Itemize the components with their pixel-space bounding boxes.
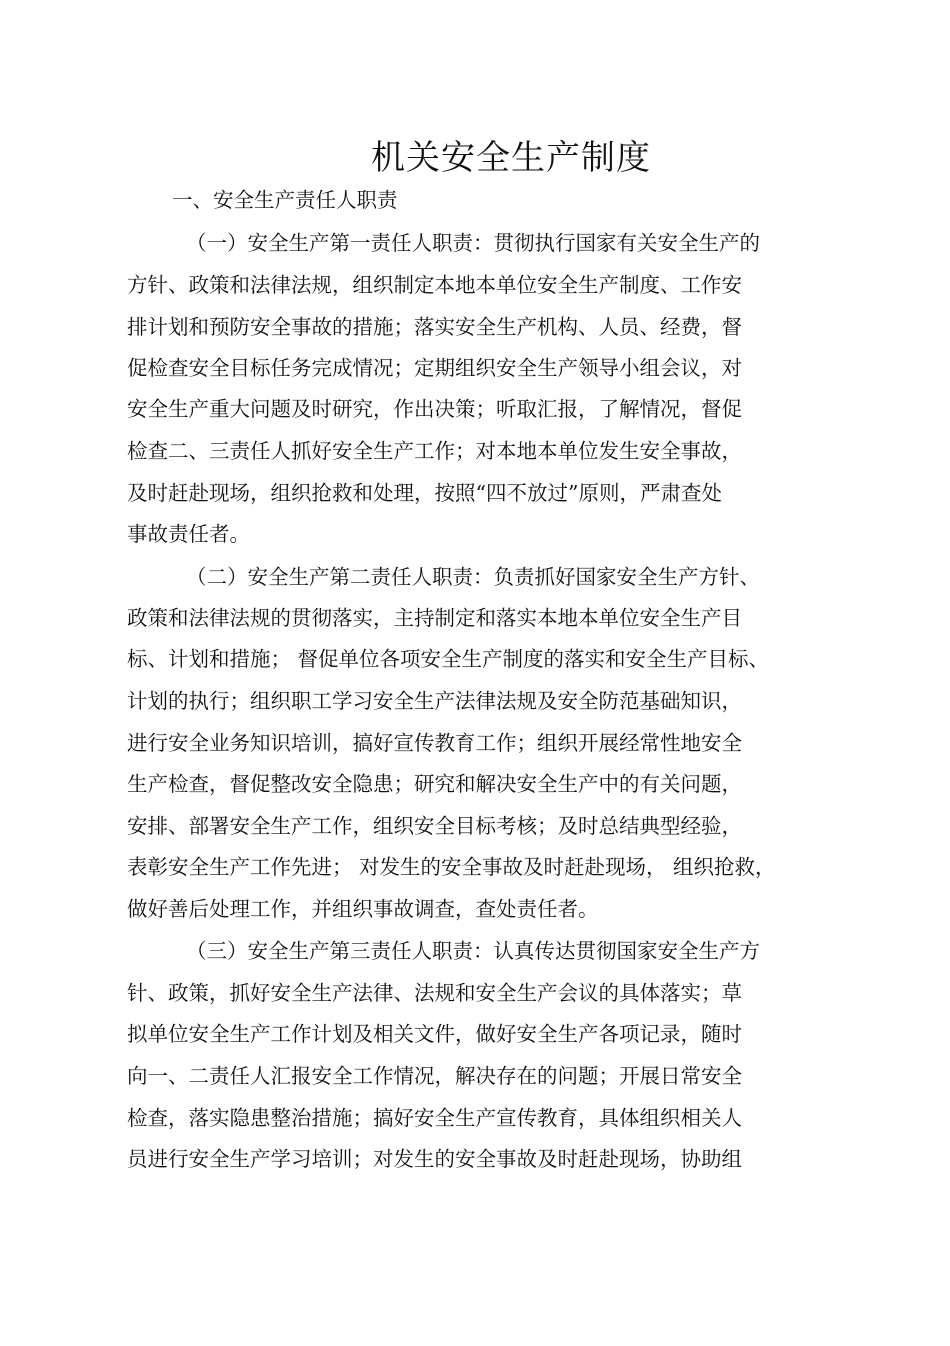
paragraph-line: 安全生产重大问题及时研究，作出决策；听取汇报，了解情况，督促 bbox=[127, 397, 742, 421]
paragraph-line: 事故责任者。 bbox=[127, 522, 250, 546]
paragraph-line: 员进行安全生产学习培训；对发生的安全事故及时赶赴现场，协助组 bbox=[127, 1147, 742, 1171]
paragraph-line: 做好善后处理工作，并组织事故调查，查处责任者。 bbox=[127, 897, 599, 921]
paragraph-line: 安排、部署安全生产工作，组织安全目标考核；及时总结典型经验， bbox=[127, 814, 742, 838]
paragraph-line: 排计划和预防安全事故的措施；落实安全生产机构、人员、经费，督 bbox=[127, 315, 742, 339]
paragraph-line: （一）安全生产第一责任人职责：贯彻执行国家有关安全生产的 bbox=[186, 231, 760, 255]
paragraph-line: 促检查安全目标任务完成情况；定期组织安全生产领导小组会议，对 bbox=[127, 356, 742, 380]
paragraph-line: （三）安全生产第三责任人职责：认真传达贯彻国家安全生产方 bbox=[186, 939, 760, 963]
paragraph-line: 生产检查，督促整改安全隐患；研究和解决安全生产中的有关问题， bbox=[127, 772, 742, 796]
paragraph-line: 进行安全业务知识培训，搞好宣传教育工作；组织开展经常性地安全 bbox=[127, 731, 742, 755]
paragraph-line: 计划的执行；组织职工学习安全生产法律法规及安全防范基础知识， bbox=[127, 689, 742, 713]
document-title: 机关安全生产制度 bbox=[371, 138, 651, 178]
paragraph-line: 检查，落实隐患整治措施；搞好安全生产宣传教育，具体组织相关人 bbox=[127, 1106, 742, 1130]
paragraph-line: 检查二、三责任人抓好安全生产工作；对本地本单位发生安全事故， bbox=[127, 439, 742, 463]
paragraph-line: 拟单位安全生产工作计划及相关文件，做好安全生产各项记录，随时 bbox=[127, 1022, 742, 1046]
paragraph-line: （二）安全生产第二责任人职责：负责抓好国家安全生产方针、 bbox=[186, 565, 760, 589]
paragraph-line: 表彰安全生产工作先进； 对发生的安全事故及时赶赴现场， 组织抢救， bbox=[127, 855, 776, 879]
paragraph-line: 方针、政策和法律法规，组织制定本地本单位安全生产制度、工作安 bbox=[127, 273, 742, 297]
section-heading: 一、安全生产责任人职责 bbox=[172, 188, 398, 212]
paragraph-line: 及时赶赴现场，组织抢救和处理，按照“四不放过”原则，严肃查处 bbox=[127, 481, 722, 505]
paragraph-line: 向一、二责任人汇报安全工作情况，解决存在的问题；开展日常安全 bbox=[127, 1064, 742, 1088]
paragraph-line: 针、政策，抓好安全生产法律、法规和安全生产会议的具体落实；草 bbox=[127, 981, 742, 1005]
paragraph-line: 政策和法律法规的贯彻落实，主持制定和落实本地本单位安全生产目 bbox=[127, 606, 742, 630]
paragraph-line: 标、计划和措施； 督促单位各项安全生产制度的落实和安全生产目标、 bbox=[127, 647, 770, 671]
